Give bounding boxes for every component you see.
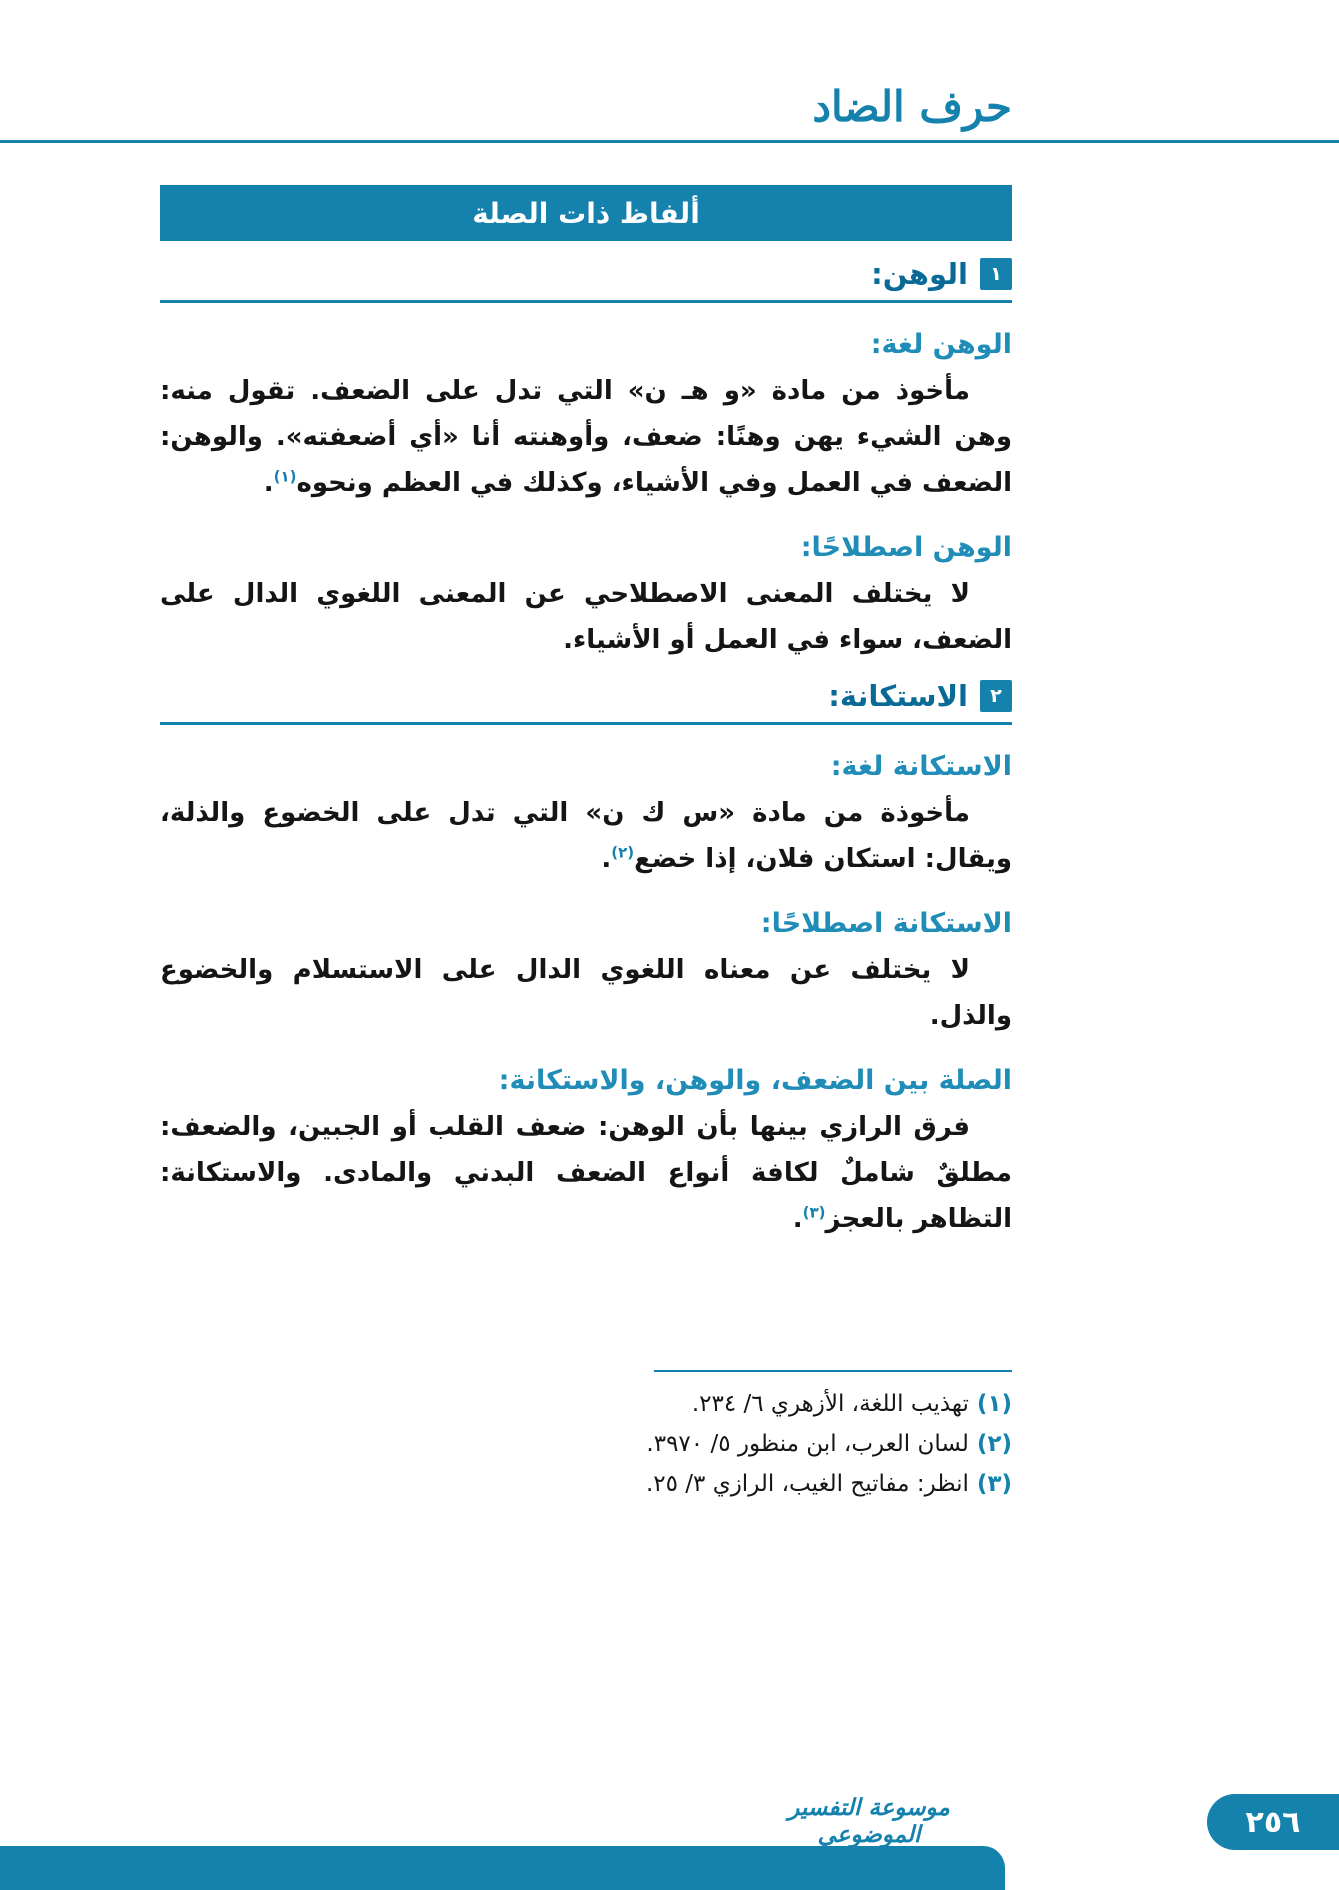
section-number-badge: ١ [980,258,1012,290]
paragraph-tail: . [263,468,274,499]
subheading-sila: الصلة بين الضعف، والوهن، والاستكانة: [498,1065,1012,1097]
footnote-ref-3: (٣) [802,1203,826,1222]
footnote-marker: (١) [976,1391,1012,1418]
footnote-text: تهذيب اللغة، الأزهري ٦/ ٢٣٤. [691,1391,969,1418]
paragraph-tail: . [601,844,612,875]
section-header-1 [160,257,1012,291]
section-number-badge: ٢ [980,680,1012,712]
publisher-logo [739,1794,999,1866]
footnote-marker: (٢) [976,1431,1012,1458]
paragraph-text: مأخوذة من مادة «س ك ن» التي تدل على الخضوع والذلة، ويقال: استكان فلان، إذا خضع [160,798,1012,875]
footnote-2 [160,1424,1012,1464]
paragraph-sila [160,1104,1012,1242]
paragraph-istikana-istilah [160,947,1012,1039]
chapter-header: حرف الضاد [812,82,1012,131]
banner-title: ألفاظ ذات الصلة [472,196,700,230]
paragraph-text: مأخوذ من مادة «و هـ ن» التي تدل على الضعف. تقول منه: وهن الشيء يهن وهنًا: ضعف، وأوهنته أنا «أي أضعفته». والوهن: الضعف في العمل وفي الأشياء، وكذلك في العظم ونحوه [160,376,1012,499]
page-header-area [160,0,1012,130]
paragraph-text: فرق الرازي بينها بأن الوهن: ضعف القلب أو الجبين، والضعف: مطلقٌ شاملٌ لكافة أنواع الضعف البدني والمادى. والاستكانة: التظاهر بالعجز [160,1112,1012,1235]
related-terms-banner [160,185,1012,241]
publisher-logo-subtitle: للقرآن الكريم [832,1851,906,1866]
paragraph-wahn-istilah [160,571,1012,663]
footnote-ref-1: (١) [273,467,297,486]
page-number-badge [1207,1794,1339,1850]
subheading-wahn-istilah: الوهن اصطلاحًا: [800,532,1012,564]
paragraph-wahn-lugha [160,368,1012,506]
footnotes [160,1384,1012,1504]
footnote-1 [160,1384,1012,1424]
page-number: ٢٥٦ [1245,1804,1301,1840]
footnote-text: انظر: مفاتيح الغيب، الرازي ٣/ ٢٥. [645,1471,969,1498]
header-divider [0,140,1339,143]
paragraph-tail: . [792,1204,803,1235]
section-title: الوهن: [871,257,968,292]
subheading-istikana-lugha: الاستكانة لغة: [830,751,1012,783]
paragraph-istikana-lugha [160,790,1012,882]
section-header-2 [160,679,1012,713]
footnote-text: لسان العرب، ابن منظور ٥/ ٣٩٧٠. [646,1431,969,1458]
paragraph-text: لا يختلف المعنى الاصطلاحي عن المعنى اللغوي الدال على الضعف، سواء في العمل أو الأشياء. [160,579,1012,656]
footnote-ref-2: (٢) [611,843,635,862]
section-divider [160,722,1012,725]
footnote-divider [654,1370,1012,1372]
subheading-istikana-istilah: الاستكانة اصطلاحًا: [760,908,1012,940]
publisher-logo-title: موسوعة التفسير الموضوعي [788,1793,950,1849]
section-divider [160,300,1012,303]
page-content [160,185,1012,1504]
section-title: الاستكانة: [828,679,968,714]
footnote-marker: (٣) [976,1471,1012,1498]
subheading-wahn-lugha: الوهن لغة: [870,329,1012,361]
footnote-3 [160,1464,1012,1504]
paragraph-text: لا يختلف عن معناه اللغوي الدال على الاستسلام والخضوع والذل. [160,955,1012,1032]
